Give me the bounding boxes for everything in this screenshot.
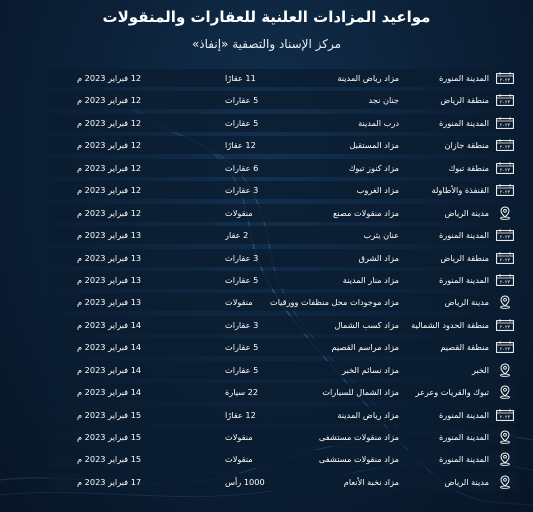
row-item-count: 12 عقارًا: [225, 140, 256, 151]
table-row: [49, 316, 517, 334]
calendar-icon: [493, 181, 517, 199]
table-row: [49, 91, 517, 109]
row-auction-name: مزاد منقولات مستشفى: [318, 454, 399, 465]
row-date: 12 فبراير 2023 م: [77, 140, 142, 151]
row-date: 12 فبراير 2023 م: [77, 73, 142, 83]
calendar-icon: [493, 136, 517, 154]
row-item-count: 12 عقارًا: [225, 409, 256, 420]
calendar-icon: [493, 69, 517, 87]
row-auction-name: عنان يثرب: [363, 230, 399, 241]
row-date: 17 فبراير 2023 م: [77, 476, 142, 487]
table-row: [49, 69, 517, 87]
row-city: منطقة جازان: [444, 140, 489, 151]
calendar-icon: [493, 159, 517, 177]
svg-text:۲۰۲۳: ۲۰۲۳: [499, 190, 511, 196]
row-item-count: 5 عقارات: [225, 342, 259, 353]
row-auction-name: درب المدينة: [358, 117, 399, 128]
table-row: [49, 271, 517, 289]
row-city: مدينة الرياض: [444, 476, 489, 487]
svg-text:۲۰۲۳: ۲۰۲۳: [499, 347, 511, 353]
row-auction-name: مزاد الشرق: [358, 252, 399, 263]
row-item-count: 22 سيارة: [225, 387, 259, 398]
row-city: منطقة الرياض: [440, 252, 489, 263]
table-row: [49, 383, 517, 401]
calendar-icon: [493, 226, 517, 244]
table-row: [49, 226, 517, 244]
row-city: تبوك والقريات وعرعر: [415, 387, 489, 398]
row-item-count: 2 عقار: [225, 230, 249, 241]
row-item-count: 5 عقارات: [225, 364, 259, 375]
row-date: 12 فبراير 2023 م: [77, 185, 142, 196]
table-row: [49, 406, 517, 424]
row-item-count: منقولات: [225, 297, 253, 308]
row-date: 15 فبراير 2023 م: [77, 454, 142, 465]
table-row: [49, 428, 517, 446]
row-auction-name: مزاد نخبة الأنعام: [343, 476, 399, 487]
row-item-count: منقولات: [225, 432, 253, 442]
row-date: 13 فبراير 2023 م: [77, 274, 142, 285]
row-item-count: منقولات: [225, 454, 253, 465]
row-item-count: 6 عقارات: [225, 162, 259, 173]
table-row: [49, 114, 517, 132]
row-auction-name: مزاد الغروب: [356, 185, 399, 196]
calendar-icon: [493, 114, 517, 132]
row-auction-name: مزاد رياض المدينة: [337, 73, 399, 83]
table-row: [49, 473, 517, 491]
row-date: 14 فبراير 2023 م: [77, 342, 142, 353]
row-date: 15 فبراير 2023 م: [77, 432, 142, 442]
row-item-count: 11 عقارًا: [225, 73, 256, 83]
table-row: [49, 293, 517, 311]
location-pin-icon: [493, 383, 517, 401]
table-row: [49, 204, 517, 222]
calendar-icon: [493, 316, 517, 334]
row-date: 13 فبراير 2023 م: [77, 297, 142, 308]
calendar-icon: [493, 91, 517, 109]
row-auction-name: مزاد رياض المدينة: [337, 409, 399, 420]
row-auction-name: مزاد الشمال للسيارات: [322, 387, 399, 398]
svg-text:۲۰۲۳: ۲۰۲۳: [499, 235, 511, 241]
row-date: 12 فبراير 2023 م: [77, 95, 142, 106]
location-pin-icon: [493, 204, 517, 222]
svg-text:۲۰۲۳: ۲۰۲۳: [499, 415, 511, 421]
row-auction-name: مزاد كنوز تبوك: [348, 162, 399, 173]
location-pin-icon: [493, 428, 517, 446]
row-item-count: 5 عقارات: [225, 274, 259, 285]
row-city: منطقة الرياض: [440, 95, 489, 106]
location-pin-icon: [493, 293, 517, 311]
svg-text:۲۰۲۳: ۲۰۲۳: [499, 101, 511, 107]
table-row: [49, 249, 517, 267]
page-title: مواعيد المزادات العلنية للعقارات والمنقولات: [102, 8, 431, 26]
table-row: [49, 181, 517, 199]
location-pin-icon: [493, 473, 517, 491]
row-date: 13 فبراير 2023 م: [77, 230, 142, 241]
row-city: مدينة الرياض: [444, 297, 489, 308]
row-auction-name: مزاد منقولات مستشفى: [318, 432, 399, 442]
row-date: 15 فبراير 2023 م: [77, 409, 142, 420]
row-city: القنفذة والأطاولة: [431, 185, 489, 196]
row-item-count: منقولات: [225, 207, 253, 218]
row-city: المدينة المنورة: [439, 230, 489, 241]
row-item-count: 5 عقارات: [225, 95, 259, 106]
row-item-count: 3 عقارات: [225, 185, 259, 196]
row-city: المدينة المنورة: [439, 432, 489, 442]
row-item-count: 3 عقارات: [225, 319, 259, 330]
svg-text:۲۰۲۳: ۲۰۲۳: [499, 258, 511, 264]
svg-text:۲۰۲۳: ۲۰۲۳: [499, 145, 511, 151]
row-city: المدينة المنورة: [439, 454, 489, 465]
auction-list: [49, 69, 517, 495]
row-city: المدينة المنورة: [439, 274, 489, 285]
page-header: [0, 6, 533, 52]
row-date: 12 فبراير 2023 م: [77, 162, 142, 173]
row-item-count: 1000 رأس: [225, 476, 265, 487]
svg-text:۲۰۲۳: ۲۰۲۳: [499, 168, 511, 174]
row-auction-name: مزاد المستقبل: [349, 140, 399, 151]
page-subtitle: مركز الإسناد والتصفية «إنفاذ»: [191, 37, 342, 51]
row-city: مدينة الرياض: [444, 207, 489, 218]
row-date: 13 فبراير 2023 م: [77, 252, 142, 263]
row-auction-name: مزاد مراسم القصيم: [331, 342, 399, 353]
svg-text:۲۰۲۳: ۲۰۲۳: [499, 280, 511, 286]
row-date: 12 فبراير 2023 م: [77, 207, 142, 218]
row-date: 12 فبراير 2023 م: [77, 117, 142, 128]
row-city: المدينة المنورة: [439, 73, 489, 83]
table-row: [49, 450, 517, 468]
row-auction-name: مزاد منقولات مصنع: [333, 207, 399, 218]
row-auction-name: مزاد نسائم الخبر: [342, 364, 399, 375]
row-city: المدينة المنورة: [439, 409, 489, 420]
location-pin-icon: [493, 450, 517, 468]
row-date: 14 فبراير 2023 م: [77, 387, 142, 398]
row-city: الخبر: [471, 364, 489, 375]
row-city: المدينة المنورة: [439, 117, 489, 128]
row-city: منطقة الحدود الشمالية: [411, 319, 489, 330]
table-row: [49, 338, 517, 356]
row-city: منطقة تبوك: [448, 162, 489, 173]
location-pin-icon: [493, 361, 517, 379]
row-date: 14 فبراير 2023 م: [77, 319, 142, 330]
row-auction-name: جنان نجد: [368, 95, 399, 106]
row-auction-name: مزاد كسب الشمال: [334, 319, 399, 330]
table-row: [49, 361, 517, 379]
svg-text:۲۰۲۳: ۲۰۲۳: [499, 325, 511, 331]
row-auction-name: مزاد منار المدينة: [342, 274, 399, 285]
calendar-icon: [493, 338, 517, 356]
table-row: [49, 136, 517, 154]
row-city: منطقة القصيم: [440, 342, 489, 353]
row-item-count: 5 عقارات: [225, 117, 259, 128]
calendar-icon: [493, 406, 517, 424]
calendar-icon: [493, 271, 517, 289]
row-auction-name: مزاد موجودات محل منظفات وورقيات: [269, 297, 399, 308]
row-date: 14 فبراير 2023 م: [77, 364, 142, 375]
svg-text:۲۰۲۳: ۲۰۲۳: [499, 123, 511, 129]
row-item-count: 3 عقارات: [225, 252, 259, 263]
table-row: [49, 159, 517, 177]
svg-text:۲۰۲۳: ۲۰۲۳: [499, 78, 511, 84]
calendar-icon: [493, 249, 517, 267]
